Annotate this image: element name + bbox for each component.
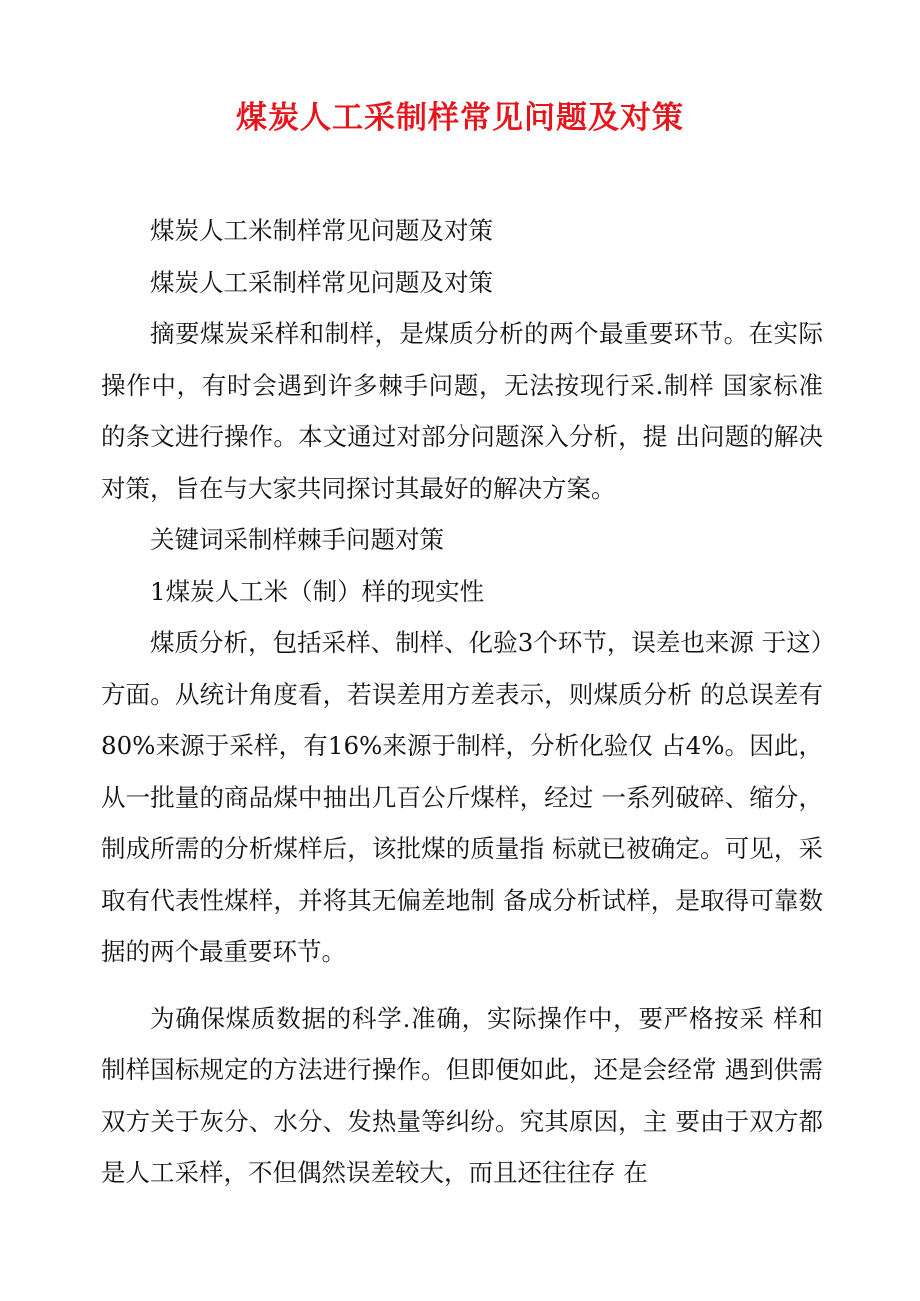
paragraph-body-1: 煤质分析，包括采样、制样、化验3个环节，误差也来源 于这）方面。从统计角度看，若误差用方差表示，则煤质分析 的总误差有80%来源于采样，有16%来源于制样，分析化验仅 占4%。因此，从一批量的商品煤中抽出几百公斤煤样，经过 一系列破碎、缩分，制成所需的分析煤样后，该批煤的质量指 标就已被确定。可见，采取有代表性煤样，并将其无偏差地制 备成分析试样，是取得可靠数据的两个最重要环节。: [101, 628, 823, 966]
section-heading-1: 1煤炭人工米（制）样的现实性: [150, 576, 485, 606]
paragraph-keywords: 关键词采制样棘手问题对策: [150, 525, 444, 554]
paragraph-body-2: 为确保煤质数据的科学.准确，实际操作中，要严格按采 样和制样国标规定的方法进行操作。但即便如此，还是会经常 遇到供需双方关于灰分、水分、发热量等纠纷。究其原因，主 要由于双方都是人工采样，不但偶然误差较大，而且还往往存 在: [101, 1003, 823, 1187]
document-title: 煤炭人工采制样常见问题及对策: [236, 100, 684, 136]
document-body: [101, 205, 823, 1199]
paragraph-subtitle-2: 煤炭人工采制样常见问题及对策: [150, 267, 493, 297]
paragraph-abstract: 摘要煤炭采样和制样，是煤质分析的两个最重要环节。在实际操作中，有时会遇到许多棘手问题，无法按现行采.制样 国家标准的条文进行操作。本文通过对部分问题深入分析，提 出问题的解决对策，旨在与大家共同探讨其最好的解决方案。: [101, 319, 823, 503]
paragraph-subtitle-1: 煤炭人工米制样常见问题及对策: [150, 216, 493, 245]
